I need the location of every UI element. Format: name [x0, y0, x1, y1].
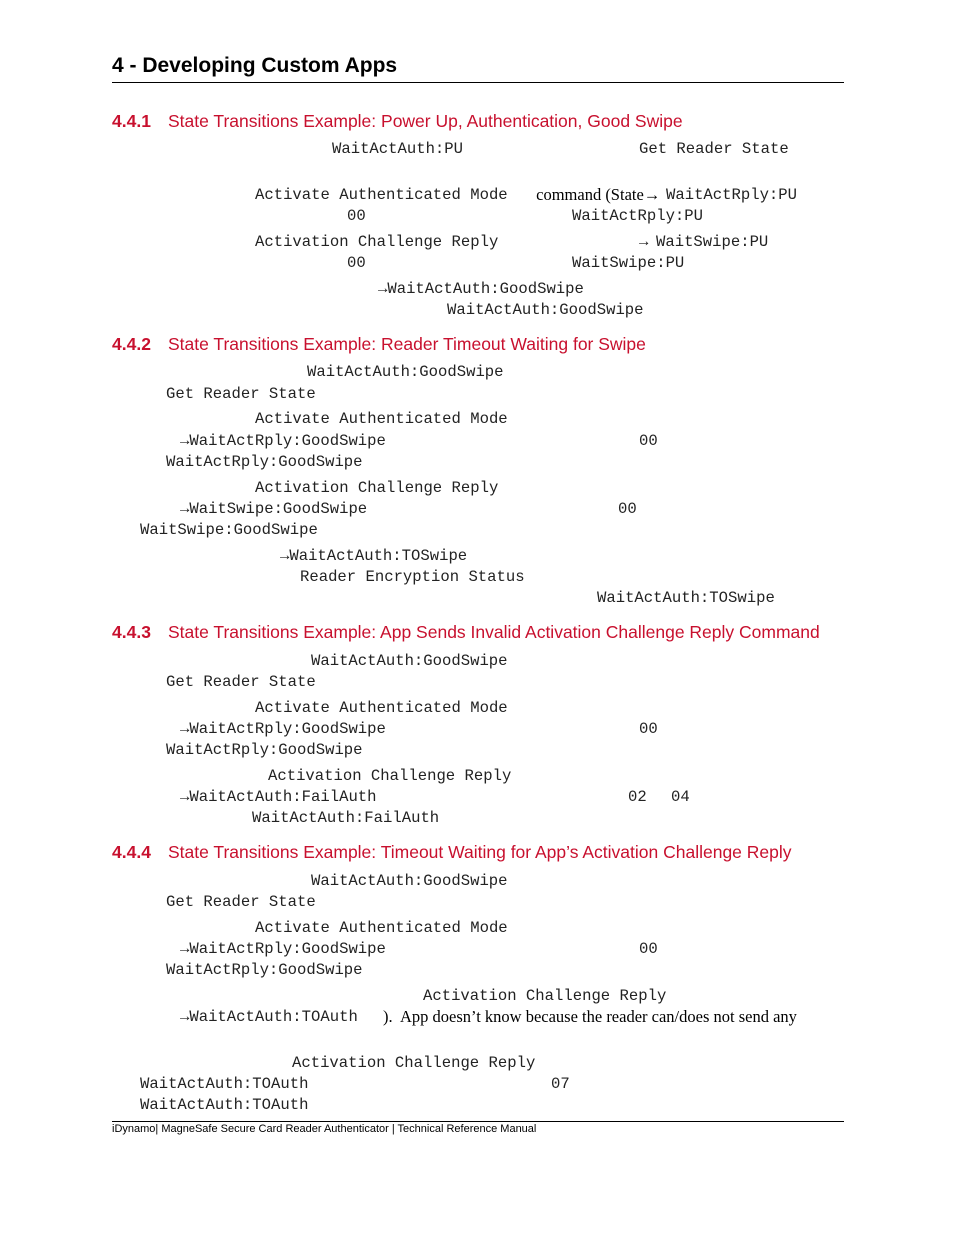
command-text: Reader Encryption Status: [300, 568, 525, 586]
section-number: 4.4.2: [112, 334, 151, 354]
state-text: WaitActRply:GoodSwipe: [166, 453, 363, 471]
section-heading-4-4-3: [112, 622, 820, 643]
command-text: Activation Challenge Reply: [268, 767, 512, 785]
body-text: ). App doesn’t know because the reader can/does not send any: [383, 1007, 797, 1026]
state-text: WaitActRply:GoodSwipe: [166, 741, 363, 759]
status-code: 00: [618, 500, 637, 518]
state-text: WaitActAuth:GoodSwipe: [447, 301, 644, 319]
command-text: Get Reader State: [166, 385, 316, 403]
section-heading-4-4-2: [112, 334, 646, 355]
command-text: Get Reader State: [639, 140, 789, 158]
state-text: WaitActAuth:TOSwipe: [597, 589, 775, 607]
state-text: WaitSwipe:GoodSwipe: [140, 521, 318, 539]
section-number: 4.4.1: [112, 111, 151, 131]
status-code: 00: [347, 254, 366, 272]
state-text: WaitActRply:GoodSwipe: [166, 961, 363, 979]
state-text: WaitActAuth:TOAuth: [140, 1075, 309, 1093]
state-text: →WaitActRply:GoodSwipe: [180, 940, 386, 958]
state-text: WaitActAuth:GoodSwipe: [311, 652, 508, 670]
command-text: Activation Challenge Reply: [255, 479, 499, 497]
state-text: →WaitActRply:GoodSwipe: [180, 720, 386, 738]
command-text: Activate Authenticated Mode: [255, 410, 508, 428]
state-text: →WaitActRply:GoodSwipe: [180, 432, 386, 450]
arrow: →: [639, 233, 649, 251]
command-text: Activate Authenticated Mode: [255, 919, 508, 937]
state-text: →WaitActAuth:TOSwipe: [280, 547, 468, 565]
state-text: →WaitActAuth:TOAuth: [180, 1008, 358, 1026]
footer-divider: [112, 1121, 844, 1122]
section-number: 4.4.3: [112, 622, 151, 642]
state-text: WaitActAuth:FailAuth: [252, 809, 440, 827]
status-code: 00: [639, 940, 658, 958]
command-text: Activation Challenge Reply: [423, 987, 667, 1005]
command-text: Get Reader State: [166, 673, 316, 691]
command-text: Activate Authenticated Mode: [255, 186, 508, 204]
state-text: →WaitActAuth:FailAuth: [180, 788, 377, 806]
command-text: Activation Challenge Reply: [255, 233, 499, 251]
command-text: Activate Authenticated Mode: [255, 699, 508, 717]
command-text: Activation Challenge Reply: [292, 1054, 536, 1072]
state-text: →WaitActAuth:GoodSwipe: [378, 280, 584, 298]
state-text: WaitActAuth:GoodSwipe: [307, 363, 504, 381]
state-text: WaitActAuth:PU: [332, 140, 464, 158]
section-heading-4-4-1: [112, 111, 683, 132]
page-header-title: 4 - Developing Custom Apps: [112, 54, 398, 77]
state-text: WaitSwipe:PU: [572, 254, 685, 272]
state-text: WaitActRply:PU: [572, 207, 704, 225]
state-text: WaitActRply:PU: [666, 186, 798, 204]
footer-text: iDynamo| MagneSafe Secure Card Reader Authenticator | Technical Reference Manual: [112, 1123, 537, 1135]
section-title: State Transitions Example: Power Up, Authentication, Good Swipe: [168, 111, 683, 131]
section-title: State Transitions Example: Reader Timeout Waiting for Swipe: [168, 334, 646, 354]
section-number: 4.4.4: [112, 842, 151, 862]
status-code: 04: [671, 788, 690, 806]
body-text: command (State→: [532, 185, 661, 204]
section-title: State Transitions Example: App Sends Invalid Activation Challenge Reply Command: [168, 622, 820, 642]
state-text: WaitActAuth:GoodSwipe: [311, 872, 508, 890]
header-divider: [112, 82, 844, 83]
command-text: Get Reader State: [166, 893, 316, 911]
status-code: 00: [639, 432, 658, 450]
section-title: State Transitions Example: Timeout Waiting for App’s Activation Challenge Reply: [168, 842, 792, 862]
state-text: →WaitSwipe:GoodSwipe: [180, 500, 368, 518]
section-heading-4-4-4: [112, 842, 792, 863]
status-code: 07: [551, 1075, 570, 1093]
status-code: 00: [639, 720, 658, 738]
status-code: 00: [347, 207, 366, 225]
state-text: WaitActAuth:TOAuth: [140, 1096, 309, 1114]
status-code: 02: [628, 788, 647, 806]
state-text: WaitSwipe:PU: [656, 233, 769, 251]
